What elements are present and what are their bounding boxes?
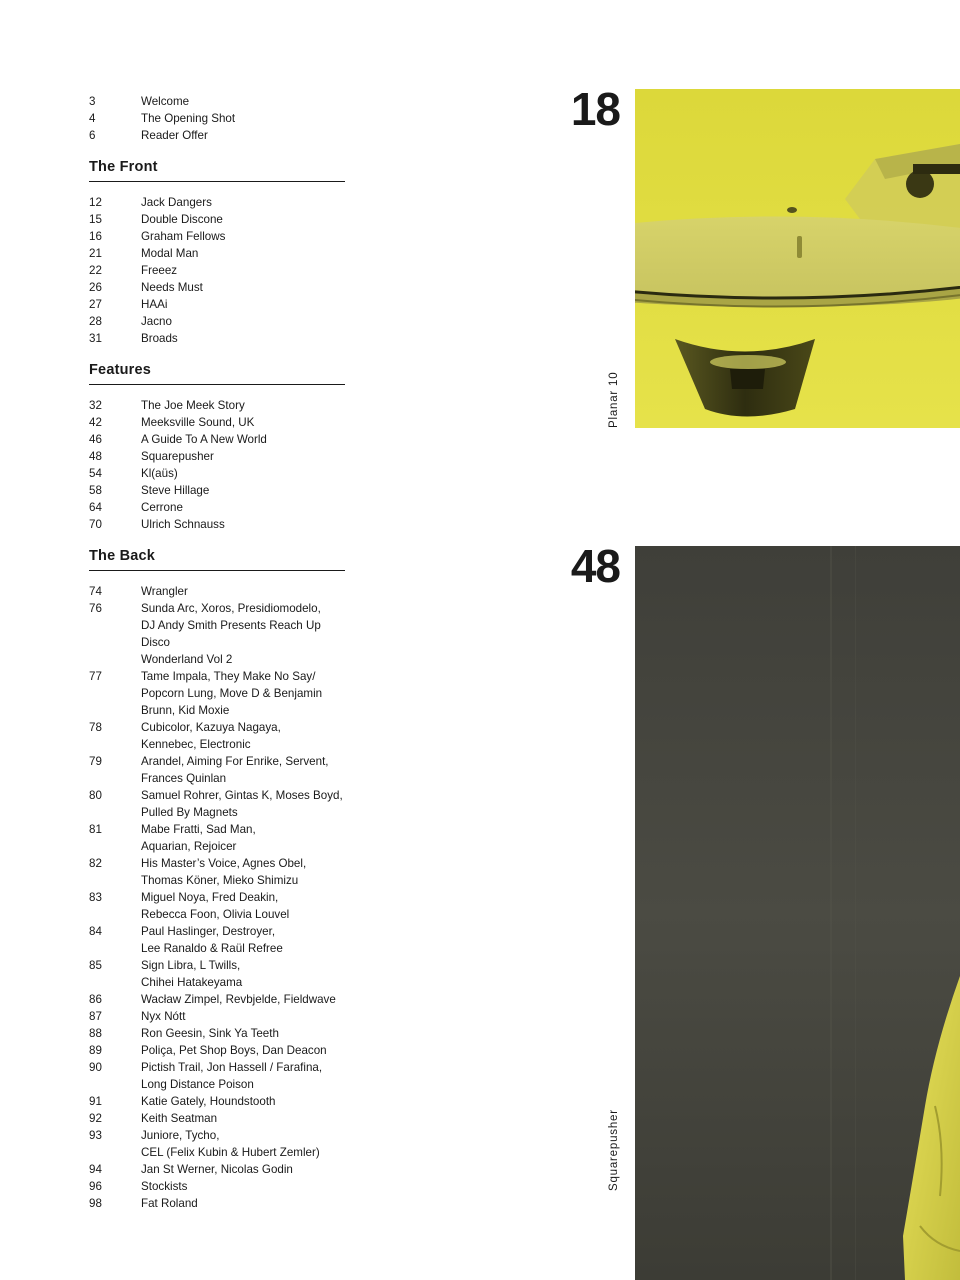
sections [89, 158, 345, 1212]
entry-title: The Joe Meek Story [141, 399, 245, 412]
entry-title: Sunda Arc, Xoros, Presidiomodelo, DJ Andy Smith Presents Reach Up Disco Wonderland Vol 2 [141, 602, 321, 666]
toc-entry[interactable] [89, 1025, 345, 1042]
page-number: 80 [89, 789, 102, 802]
toc-entry[interactable] [89, 668, 345, 719]
entry-title: Reader Offer [141, 129, 208, 142]
entry-title: Wacław Zimpel, Revbjelde, Fieldwave [141, 993, 336, 1006]
toc-entry[interactable] [89, 211, 345, 228]
toc-entry[interactable] [89, 110, 345, 127]
page-number: 42 [89, 416, 102, 429]
toc-entry[interactable] [89, 431, 345, 448]
turntable-illustration [635, 89, 960, 428]
entry-title: Freeez [141, 264, 178, 277]
page-number: 91 [89, 1095, 102, 1108]
toc-entry[interactable] [89, 279, 345, 296]
toc-entry[interactable] [89, 330, 345, 347]
toc-entry[interactable] [89, 127, 345, 144]
page-number: 6 [89, 129, 96, 142]
page-number: 79 [89, 755, 102, 768]
page-number: 27 [89, 298, 102, 311]
section-features [89, 361, 345, 533]
section-entries [89, 583, 345, 1212]
toc-entry[interactable] [89, 482, 345, 499]
page-number: 58 [89, 484, 102, 497]
entry-title: Nyx Nótt [141, 1010, 186, 1023]
toc-entry[interactable] [89, 1161, 345, 1178]
page-number: 32 [89, 399, 102, 412]
entry-title: Poliça, Pet Shop Boys, Dan Deacon [141, 1044, 327, 1057]
toc-entry[interactable] [89, 1093, 345, 1110]
toc-entry[interactable] [89, 787, 345, 821]
table-of-contents [89, 93, 345, 1226]
section-heading: Features [89, 361, 345, 385]
toc-entry[interactable] [89, 583, 345, 600]
page-number: 77 [89, 670, 102, 683]
entry-title: Broads [141, 332, 178, 345]
toc-entry[interactable] [89, 923, 345, 957]
entry-title: Stockists [141, 1180, 188, 1193]
entry-title: Jan St Werner, Nicolas Godin [141, 1163, 293, 1176]
page-number: 64 [89, 501, 102, 514]
page-number: 93 [89, 1129, 102, 1142]
page-number: 21 [89, 247, 102, 260]
toc-entry[interactable] [89, 93, 345, 110]
turntable-photo[interactable] [635, 89, 960, 428]
section-heading: The Back [89, 547, 345, 571]
toc-entry[interactable] [89, 1110, 345, 1127]
entry-title: Katie Gately, Houndstooth [141, 1095, 276, 1108]
entry-title: Needs Must [141, 281, 203, 294]
toc-entry[interactable] [89, 228, 345, 245]
page-number: 78 [89, 721, 102, 734]
feature-caption-planar: Planar 10 [608, 371, 620, 428]
page-number: 89 [89, 1044, 102, 1057]
page-number: 86 [89, 993, 102, 1006]
toc-entry[interactable] [89, 1127, 345, 1161]
page-number: 46 [89, 433, 102, 446]
page-number: 92 [89, 1112, 102, 1125]
toc-entry[interactable] [89, 1059, 345, 1093]
entry-title: Ron Geesin, Sink Ya Teeth [141, 1027, 279, 1040]
entry-title: Juniore, Tycho, CEL (Felix Kubin & Hubert Zemler) [141, 1129, 320, 1159]
squarepusher-photo[interactable] [635, 546, 960, 1280]
page-number: 31 [89, 332, 102, 345]
entry-title: Tame Impala, They Make No Say/ Popcorn Lung, Move D & Benjamin Brunn, Kid Moxie [141, 670, 323, 717]
section-heading: The Front [89, 158, 345, 182]
toc-entry[interactable] [89, 600, 345, 668]
page-number: 81 [89, 823, 102, 836]
toc-entry[interactable] [89, 1195, 345, 1212]
page-number: 98 [89, 1197, 102, 1210]
entry-title: Squarepusher [141, 450, 214, 463]
toc-entry[interactable] [89, 719, 345, 753]
entry-title: The Opening Shot [141, 112, 236, 125]
page-number: 15 [89, 213, 102, 226]
entry-title: Wrangler [141, 585, 188, 598]
page-number: 12 [89, 196, 102, 209]
toc-entry[interactable] [89, 296, 345, 313]
toc-entry[interactable] [89, 1178, 345, 1195]
toc-entry[interactable] [89, 957, 345, 991]
entry-title: Fat Roland [141, 1197, 198, 1210]
toc-entry[interactable] [89, 516, 345, 533]
entry-title: Graham Fellows [141, 230, 226, 243]
page-number: 83 [89, 891, 102, 904]
entry-title: Kl(aüs) [141, 467, 178, 480]
entry-title: Miguel Noya, Fred Deakin, Rebecca Foon, Olivia Louvel [141, 891, 290, 921]
toc-entry[interactable] [89, 753, 345, 787]
toc-entry[interactable] [89, 991, 345, 1008]
entry-title: Meeksville Sound, UK [141, 416, 255, 429]
page-number: 76 [89, 602, 102, 615]
section-the-front [89, 158, 345, 347]
toc-entry[interactable] [89, 245, 345, 262]
entry-title: Arandel, Aiming For Enrike, Servent, Frances Quinlan [141, 755, 329, 785]
entry-title: Keith Seatman [141, 1112, 218, 1125]
toc-entry[interactable] [89, 194, 345, 211]
page-number: 90 [89, 1061, 102, 1074]
page-number: 3 [89, 95, 96, 108]
toc-entry[interactable] [89, 414, 345, 431]
page-number: 22 [89, 264, 102, 277]
page-number: 54 [89, 467, 102, 480]
page-number: 48 [89, 450, 102, 463]
entry-title: Paul Haslinger, Destroyer, Lee Ranaldo & Raül Refree [141, 925, 283, 955]
toc-entry[interactable] [89, 499, 345, 516]
page-number: 84 [89, 925, 102, 938]
page-number: 70 [89, 518, 102, 531]
page-number: 16 [89, 230, 102, 243]
page-number: 87 [89, 1010, 102, 1023]
feature-number-18[interactable]: 18 [570, 83, 620, 135]
toc-entry[interactable] [89, 1008, 345, 1025]
page-number: 28 [89, 315, 102, 328]
toc-entry[interactable] [89, 313, 345, 330]
page-number: 82 [89, 857, 102, 870]
entry-title: Mabe Fratti, Sad Man, Aquarian, Rejoicer [141, 823, 256, 853]
entry-title: Double Discone [141, 213, 223, 226]
entry-title: Cubicolor, Kazuya Nagaya, Kennebec, Electronic [141, 721, 281, 751]
toc-entry[interactable] [89, 821, 345, 855]
page-number: 85 [89, 959, 102, 972]
entry-title: Modal Man [141, 247, 199, 260]
entry-title: Jack Dangers [141, 196, 212, 209]
entry-title: Ulrich Schnauss [141, 518, 225, 531]
entry-title: Welcome [141, 95, 190, 108]
entry-title: Samuel Rohrer, Gintas K, Moses Boyd, Pulled By Magnets [141, 789, 343, 819]
feature-caption-squarepusher: Squarepusher [608, 1109, 620, 1191]
toc-entry[interactable] [89, 262, 345, 279]
entry-title: A Guide To A New World [141, 433, 267, 446]
page-number: 4 [89, 112, 96, 125]
toc-entry[interactable] [89, 1042, 345, 1059]
toc-entry[interactable] [89, 889, 345, 923]
toc-entry[interactable] [89, 465, 345, 482]
page-number: 88 [89, 1027, 102, 1040]
feature-number-48[interactable]: 48 [570, 540, 620, 592]
toc-entry[interactable] [89, 448, 345, 465]
section-the-back [89, 547, 345, 1212]
entry-title: Sign Libra, L Twills, Chihei Hatakeyama [141, 959, 243, 989]
entry-title: Steve Hillage [141, 484, 210, 497]
toc-entry[interactable] [89, 397, 345, 414]
section-entries [89, 194, 345, 347]
section-entries [89, 397, 345, 533]
entry-title: Cerrone [141, 501, 183, 514]
entry-title: His Master’s Voice, Agnes Obel, Thomas Köner, Mieko Shimizu [141, 857, 307, 887]
page-number: 94 [89, 1163, 102, 1176]
page-number: 26 [89, 281, 102, 294]
page-number: 74 [89, 585, 102, 598]
intro-list [89, 93, 345, 144]
squarepusher-illustration [635, 546, 960, 1280]
entry-title: Pictish Trail, Jon Hassell / Farafina, Long Distance Poison [141, 1061, 323, 1091]
entry-title: Jacno [141, 315, 172, 328]
page-number: 96 [89, 1180, 102, 1193]
entry-title: HAAi [141, 298, 168, 311]
toc-entry[interactable] [89, 855, 345, 889]
